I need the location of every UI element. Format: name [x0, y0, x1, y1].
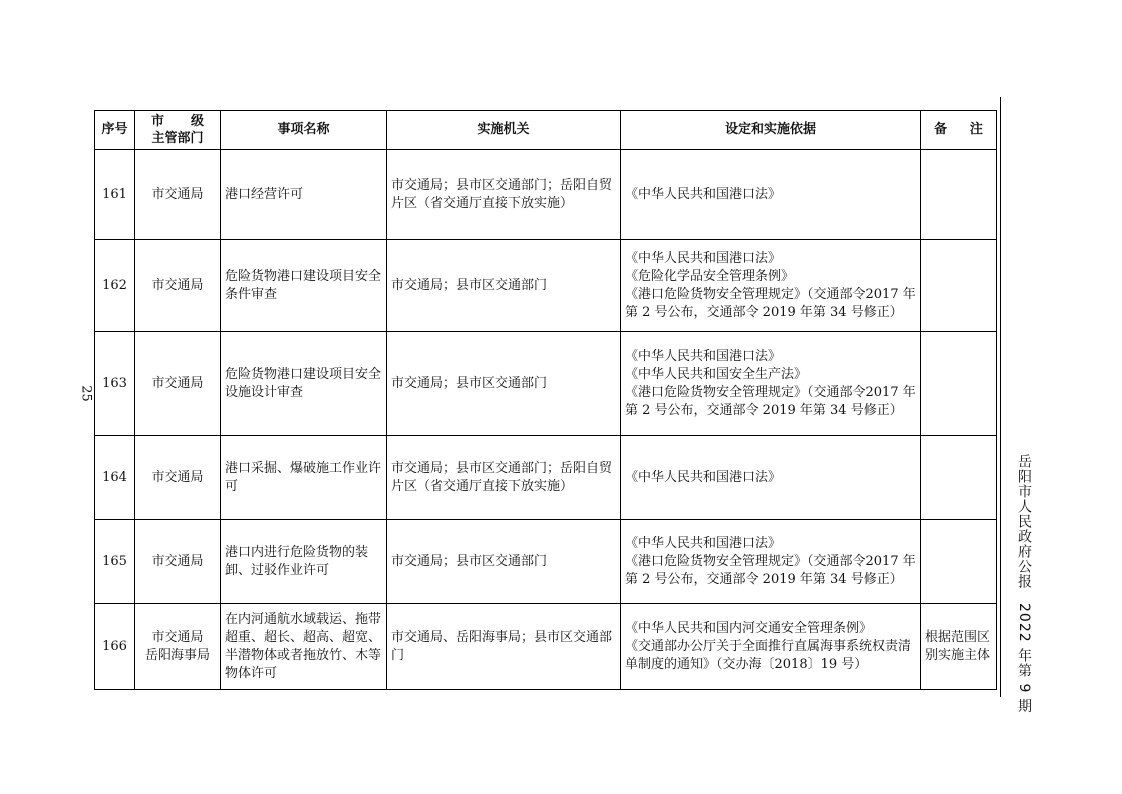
row-remark [921, 240, 997, 332]
basis-line: 《港口危险货物安全管理规定》（交通部令2017 年第 2 号公布，交通部令 2019 年第 34 号修正） [625, 553, 916, 587]
row-name: 危险货物港口建设项目安全条件审查 [221, 240, 387, 332]
row-remark: 根据范围区别实施主体 [921, 604, 997, 690]
table-row [95, 604, 997, 690]
dept-line: 市交通局 [151, 553, 204, 569]
header-seq: 序号 [95, 111, 135, 150]
basis-line: 《中华人民共和国港口法》 [625, 469, 782, 485]
row-dept [135, 240, 221, 332]
publication-title: 岳阳市人民政府公报 [1016, 454, 1032, 589]
row-agency: 市交通局；县市区交通部门；岳阳自贸片区（省交通厅直接下放实施） [387, 436, 621, 520]
row-dept [135, 150, 221, 240]
basis-line: 《危险化学品安全管理条例》 [625, 268, 795, 284]
row-seq: 162 [95, 240, 135, 332]
basis-line: 《中华人民共和国内河交通安全管理条例》 [625, 620, 873, 636]
header-dept-a: 市 [151, 114, 165, 129]
row-basis [621, 240, 921, 332]
dept-line: 市交通局 [151, 277, 204, 293]
dept-line: 市交通局 [151, 375, 204, 391]
basis-line: 《港口危险货物安全管理规定》（交通部令2017 年第 2 号公布，交通部令 2019 年第 34 号修正） [625, 384, 916, 418]
row-basis [621, 150, 921, 240]
row-name: 港口采掘、爆破施工作业许可 [221, 436, 387, 520]
dept-line: 市交通局 [151, 186, 204, 202]
table-row [95, 520, 997, 604]
header-name: 事项名称 [221, 111, 387, 150]
header-dept [135, 111, 221, 150]
row-agency: 市交通局、岳阳海事局；县市区交通部门 [387, 604, 621, 690]
header-dept-bottom: 主管部门 [151, 131, 204, 146]
row-seq: 164 [95, 436, 135, 520]
row-basis [621, 604, 921, 690]
row-name: 港口内进行危险货物的装卸、过驳作业许可 [221, 520, 387, 604]
items-table [94, 110, 997, 690]
issue-number: 2022 年第 9 期 [1016, 603, 1032, 714]
basis-line: 《中华人民共和国港口法》 [625, 186, 782, 202]
row-basis [621, 436, 921, 520]
header-dept-b: 级 [190, 114, 204, 129]
row-seq: 166 [95, 604, 135, 690]
row-remark [921, 332, 997, 436]
header-basis: 设定和实施依据 [621, 111, 921, 150]
table-row [95, 150, 997, 240]
row-name: 危险货物港口建设项目安全设施设计审查 [221, 332, 387, 436]
row-basis [621, 520, 921, 604]
basis-line: 《中华人民共和国港口法》 [625, 535, 782, 551]
row-name: 在内河通航水域载运、拖带超重、超长、超高、超宽、半潜物体或者拖放竹、木等物体许可 [221, 604, 387, 690]
row-basis [621, 332, 921, 436]
row-agency: 市交通局；县市区交通部门 [387, 332, 621, 436]
row-remark [921, 436, 997, 520]
table-row [95, 240, 997, 332]
row-agency: 市交通局；县市区交通部门；岳阳自贸片区（省交通厅直接下放实施） [387, 150, 621, 240]
row-agency: 市交通局；县市区交通部门 [387, 240, 621, 332]
basis-line: 《交通部办公厅关于全面推行直属海事系统权责清单制度的通知》（交办海〔2018〕19 号） [625, 638, 912, 672]
side-rule [1000, 97, 1001, 697]
page-number: 25 [78, 385, 94, 402]
basis-line: 《港口危险货物安全管理规定》（交通部令2017 年第 2 号公布，交通部令 2019 年第 34 号修正） [625, 286, 916, 320]
row-seq: 165 [95, 520, 135, 604]
row-dept [135, 604, 221, 690]
header-remark: 备 注 [921, 111, 997, 150]
row-seq: 163 [95, 332, 135, 436]
side-title [1004, 454, 1034, 714]
row-dept [135, 332, 221, 436]
row-dept [135, 436, 221, 520]
dept-line: 市交通局 [151, 629, 204, 645]
table-header-row [95, 111, 997, 150]
basis-line: 《中华人民共和国港口法》 [625, 250, 782, 266]
basis-line: 《中华人民共和国安全生产法》 [625, 366, 808, 382]
dept-line: 岳阳海事局 [144, 647, 210, 663]
row-name: 港口经营许可 [221, 150, 387, 240]
header-agency: 实施机关 [387, 111, 621, 150]
row-remark [921, 150, 997, 240]
table-row [95, 332, 997, 436]
table-row [95, 436, 997, 520]
row-remark [921, 520, 997, 604]
row-agency: 市交通局；县市区交通部门 [387, 520, 621, 604]
dept-line: 市交通局 [151, 469, 204, 485]
row-dept [135, 520, 221, 604]
basis-line: 《中华人民共和国港口法》 [625, 348, 782, 364]
row-seq: 161 [95, 150, 135, 240]
